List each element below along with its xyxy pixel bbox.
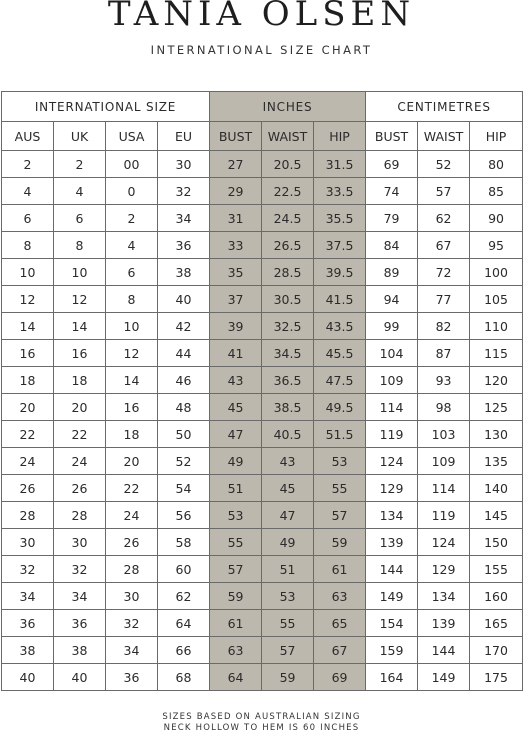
table-cell: 38	[2, 637, 54, 664]
table-cell: 62	[158, 583, 210, 610]
table-cell: 49.5	[314, 394, 366, 421]
table-cell: 12	[106, 340, 158, 367]
table-cell: 67	[418, 232, 470, 259]
table-cell: 57	[262, 637, 314, 664]
table-cell: 8	[2, 232, 54, 259]
table-cell: 149	[366, 583, 418, 610]
table-cell: 40.5	[262, 421, 314, 448]
table-cell: 30	[158, 151, 210, 178]
table-cell: 41.5	[314, 286, 366, 313]
table-row	[2, 664, 523, 691]
table-cell: 00	[106, 151, 158, 178]
table-cell: 134	[418, 583, 470, 610]
table-cell: 58	[158, 529, 210, 556]
table-cell: 37.5	[314, 232, 366, 259]
table-cell: 98	[418, 394, 470, 421]
table-cell: 45	[210, 394, 262, 421]
col-cm-bust: BUST	[366, 122, 418, 151]
table-cell: 47.5	[314, 367, 366, 394]
table-cell: 155	[470, 556, 523, 583]
table-cell: 20	[106, 448, 158, 475]
table-cell: 40	[54, 664, 106, 691]
table-cell: 164	[366, 664, 418, 691]
table-cell: 61	[210, 610, 262, 637]
table-cell: 64	[158, 610, 210, 637]
table-cell: 8	[106, 286, 158, 313]
table-cell: 14	[54, 313, 106, 340]
table-cell: 35	[210, 259, 262, 286]
table-cell: 10	[106, 313, 158, 340]
table-cell: 28	[54, 502, 106, 529]
table-cell: 42	[158, 313, 210, 340]
table-cell: 20	[2, 394, 54, 421]
table-cell: 130	[470, 421, 523, 448]
table-row	[2, 394, 523, 421]
table-cell: 22.5	[262, 178, 314, 205]
table-cell: 129	[366, 475, 418, 502]
col-uk: UK	[54, 122, 106, 151]
table-row	[2, 178, 523, 205]
table-row	[2, 259, 523, 286]
table-cell: 57	[210, 556, 262, 583]
table-cell: 66	[158, 637, 210, 664]
table-cell: 4	[2, 178, 54, 205]
table-cell: 34	[106, 637, 158, 664]
table-cell: 51.5	[314, 421, 366, 448]
table-cell: 69	[314, 664, 366, 691]
table-cell: 22	[2, 421, 54, 448]
table-cell: 74	[366, 178, 418, 205]
table-cell: 52	[418, 151, 470, 178]
table-cell: 22	[106, 475, 158, 502]
table-cell: 43.5	[314, 313, 366, 340]
table-cell: 27	[210, 151, 262, 178]
table-cell: 57	[314, 502, 366, 529]
page-subtitle: INTERNATIONAL SIZE CHART	[150, 43, 373, 57]
table-row	[2, 502, 523, 529]
table-cell: 45.5	[314, 340, 366, 367]
table-cell: 20	[54, 394, 106, 421]
table-cell: 0	[106, 178, 158, 205]
table-cell: 55	[210, 529, 262, 556]
brand-title: TANIA OLSEN	[107, 0, 416, 34]
table-cell: 47	[262, 502, 314, 529]
col-cm-waist: WAIST	[418, 122, 470, 151]
group-header-row	[2, 92, 523, 122]
table-cell: 24.5	[262, 205, 314, 232]
table-cell: 72	[418, 259, 470, 286]
table-cell: 18	[54, 367, 106, 394]
table-cell: 99	[366, 313, 418, 340]
table-cell: 33	[210, 232, 262, 259]
table-row	[2, 205, 523, 232]
table-cell: 48	[158, 394, 210, 421]
table-row	[2, 448, 523, 475]
column-header-row	[2, 122, 523, 151]
col-inches-hip: HIP	[314, 122, 366, 151]
table-cell: 26	[106, 529, 158, 556]
table-cell: 57	[418, 178, 470, 205]
table-cell: 139	[366, 529, 418, 556]
table-cell: 89	[366, 259, 418, 286]
table-cell: 16	[2, 340, 54, 367]
table-cell: 30	[106, 583, 158, 610]
table-cell: 144	[366, 556, 418, 583]
table-cell: 28.5	[262, 259, 314, 286]
table-cell: 38	[54, 637, 106, 664]
table-cell: 119	[366, 421, 418, 448]
table-cell: 6	[2, 205, 54, 232]
table-cell: 124	[366, 448, 418, 475]
table-cell: 105	[470, 286, 523, 313]
table-cell: 12	[2, 286, 54, 313]
table-cell: 36	[106, 664, 158, 691]
table-cell: 43	[210, 367, 262, 394]
table-cell: 32.5	[262, 313, 314, 340]
table-cell: 109	[366, 367, 418, 394]
table-cell: 4	[106, 232, 158, 259]
group-international-size: INTERNATIONAL SIZE	[2, 92, 210, 122]
col-cm-hip: HIP	[470, 122, 523, 151]
table-cell: 150	[470, 529, 523, 556]
table-cell: 28	[106, 556, 158, 583]
table-cell: 110	[470, 313, 523, 340]
table-cell: 94	[366, 286, 418, 313]
table-cell: 115	[470, 340, 523, 367]
table-cell: 90	[470, 205, 523, 232]
table-cell: 36.5	[262, 367, 314, 394]
table-cell: 39	[210, 313, 262, 340]
col-inches-waist: WAIST	[262, 122, 314, 151]
table-cell: 93	[418, 367, 470, 394]
footer-note-length: NECK HOLLOW TO HEM IS 60 INCHES	[163, 723, 360, 733]
table-cell: 34	[158, 205, 210, 232]
table-cell: 39.5	[314, 259, 366, 286]
table-cell: 29	[210, 178, 262, 205]
table-cell: 84	[366, 232, 418, 259]
table-cell: 40	[2, 664, 54, 691]
table-cell: 55	[314, 475, 366, 502]
table-cell: 139	[418, 610, 470, 637]
table-cell: 47	[210, 421, 262, 448]
table-cell: 24	[106, 502, 158, 529]
table-row	[2, 637, 523, 664]
table-cell: 119	[418, 502, 470, 529]
table-cell: 59	[210, 583, 262, 610]
table-cell: 175	[470, 664, 523, 691]
table-cell: 36	[158, 232, 210, 259]
group-centimetres: CENTIMETRES	[366, 92, 523, 122]
table-cell: 77	[418, 286, 470, 313]
table-cell: 10	[54, 259, 106, 286]
table-cell: 56	[158, 502, 210, 529]
table-cell: 124	[418, 529, 470, 556]
table-cell: 26.5	[262, 232, 314, 259]
table-cell: 32	[106, 610, 158, 637]
table-row	[2, 286, 523, 313]
table-cell: 30	[2, 529, 54, 556]
table-cell: 54	[158, 475, 210, 502]
table-cell: 104	[366, 340, 418, 367]
table-cell: 49	[210, 448, 262, 475]
table-cell: 35.5	[314, 205, 366, 232]
col-aus: AUS	[2, 122, 54, 151]
table-row	[2, 151, 523, 178]
table-cell: 64	[210, 664, 262, 691]
table-cell: 2	[2, 151, 54, 178]
table-cell: 68	[158, 664, 210, 691]
table-cell: 145	[470, 502, 523, 529]
table-cell: 41	[210, 340, 262, 367]
table-cell: 14	[106, 367, 158, 394]
table-cell: 53	[314, 448, 366, 475]
table-cell: 30.5	[262, 286, 314, 313]
table-row	[2, 556, 523, 583]
table-cell: 26	[2, 475, 54, 502]
footer-note-sizing: SIZES BASED ON AUSTRALIAN SIZING	[162, 712, 361, 722]
table-cell: 160	[470, 583, 523, 610]
table-cell: 51	[262, 556, 314, 583]
table-cell: 79	[366, 205, 418, 232]
table-cell: 82	[418, 313, 470, 340]
table-cell: 165	[470, 610, 523, 637]
table-cell: 22	[54, 421, 106, 448]
table-cell: 125	[470, 394, 523, 421]
table-cell: 38	[158, 259, 210, 286]
table-cell: 95	[470, 232, 523, 259]
table-cell: 24	[2, 448, 54, 475]
table-cell: 16	[54, 340, 106, 367]
table-cell: 60	[158, 556, 210, 583]
table-cell: 43	[262, 448, 314, 475]
table-cell: 100	[470, 259, 523, 286]
table-cell: 120	[470, 367, 523, 394]
table-cell: 87	[418, 340, 470, 367]
table-cell: 46	[158, 367, 210, 394]
table-cell: 45	[262, 475, 314, 502]
table-cell: 140	[470, 475, 523, 502]
table-cell: 170	[470, 637, 523, 664]
table-cell: 32	[54, 556, 106, 583]
table-row	[2, 475, 523, 502]
table-cell: 114	[418, 475, 470, 502]
table-cell: 34	[2, 583, 54, 610]
table-cell: 63	[210, 637, 262, 664]
table-cell: 38.5	[262, 394, 314, 421]
table-cell: 63	[314, 583, 366, 610]
table-cell: 24	[54, 448, 106, 475]
table-cell: 44	[158, 340, 210, 367]
table-cell: 26	[54, 475, 106, 502]
table-cell: 59	[262, 664, 314, 691]
table-cell: 69	[366, 151, 418, 178]
group-inches: INCHES	[210, 92, 366, 122]
table-cell: 52	[158, 448, 210, 475]
table-row	[2, 232, 523, 259]
col-inches-bust: BUST	[210, 122, 262, 151]
table-cell: 114	[366, 394, 418, 421]
table-cell: 129	[418, 556, 470, 583]
table-cell: 10	[2, 259, 54, 286]
table-cell: 67	[314, 637, 366, 664]
table-row	[2, 529, 523, 556]
table-cell: 34.5	[262, 340, 314, 367]
table-cell: 37	[210, 286, 262, 313]
table-cell: 53	[210, 502, 262, 529]
table-cell: 4	[54, 178, 106, 205]
table-cell: 80	[470, 151, 523, 178]
table-cell: 53	[262, 583, 314, 610]
table-cell: 31.5	[314, 151, 366, 178]
table-cell: 49	[262, 529, 314, 556]
table-cell: 31	[210, 205, 262, 232]
table-cell: 40	[158, 286, 210, 313]
table-row	[2, 313, 523, 340]
table-cell: 32	[2, 556, 54, 583]
table-cell: 36	[54, 610, 106, 637]
table-cell: 33.5	[314, 178, 366, 205]
table-cell: 159	[366, 637, 418, 664]
table-row	[2, 610, 523, 637]
table-cell: 109	[418, 448, 470, 475]
table-cell: 34	[54, 583, 106, 610]
table-cell: 62	[418, 205, 470, 232]
table-cell: 28	[2, 502, 54, 529]
table-cell: 149	[418, 664, 470, 691]
table-cell: 12	[54, 286, 106, 313]
col-usa: USA	[106, 122, 158, 151]
table-cell: 50	[158, 421, 210, 448]
table-cell: 18	[2, 367, 54, 394]
table-row	[2, 421, 523, 448]
table-cell: 135	[470, 448, 523, 475]
table-cell: 103	[418, 421, 470, 448]
table-cell: 8	[54, 232, 106, 259]
table-cell: 154	[366, 610, 418, 637]
table-cell: 144	[418, 637, 470, 664]
table-cell: 30	[54, 529, 106, 556]
size-chart-table	[1, 91, 523, 691]
table-cell: 55	[262, 610, 314, 637]
table-row	[2, 340, 523, 367]
table-cell: 2	[106, 205, 158, 232]
table-cell: 36	[2, 610, 54, 637]
table-row	[2, 583, 523, 610]
table-cell: 16	[106, 394, 158, 421]
table-cell: 6	[54, 205, 106, 232]
table-cell: 18	[106, 421, 158, 448]
table-cell: 20.5	[262, 151, 314, 178]
table-cell: 59	[314, 529, 366, 556]
col-eu: EU	[158, 122, 210, 151]
table-cell: 2	[54, 151, 106, 178]
table-cell: 51	[210, 475, 262, 502]
table-cell: 6	[106, 259, 158, 286]
table-cell: 65	[314, 610, 366, 637]
table-cell: 85	[470, 178, 523, 205]
table-cell: 61	[314, 556, 366, 583]
table-row	[2, 367, 523, 394]
table-cell: 14	[2, 313, 54, 340]
table-cell: 134	[366, 502, 418, 529]
table-cell: 32	[158, 178, 210, 205]
